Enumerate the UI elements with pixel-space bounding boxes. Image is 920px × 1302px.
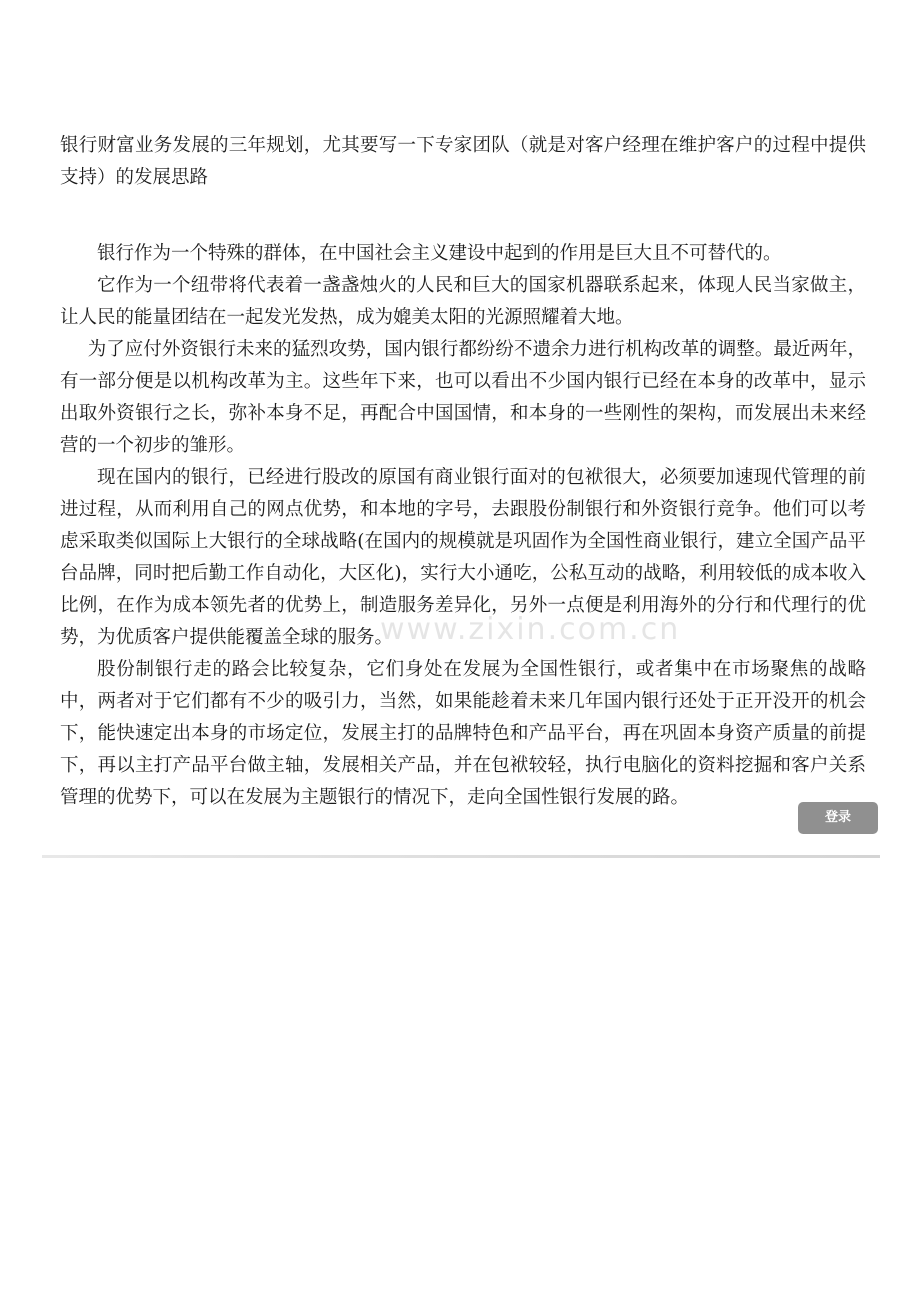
document-body bbox=[60, 130, 866, 814]
paragraph-1: 银行作为一个特殊的群体，在中国社会主义建设中起到的作用是巨大且不可替代的。 bbox=[97, 243, 782, 264]
paragraph-5: 股份制银行走的路会比较复杂，它们身处在发展为全国性银行，或者集中在市场聚焦的战略中，两者对于它们都有不少的吸引力，当然，如果能趁着未来几年国内银行还处于正开没开的机会下，能快速定出本身的市场定位，发展主打的品牌特色和产品平台，再在巩固本身资产质量的前提下，再以主打产品平台做主轴，发展相关产品，并在包袱较轻，执行电脑化的资料挖掘和客户关系管理的优势下，可以在发展为主题银行的情况下，走向全国性银行发展的路。 bbox=[60, 659, 866, 808]
watermark: www.zixin.com.cn bbox=[380, 612, 681, 647]
document-title: 银行财富业务发展的三年规划，尤其要写一下专家团队（就是对客户经理在维护客户的过程中提供支持）的发展思路 bbox=[60, 135, 866, 188]
login-button[interactable]: 登录 bbox=[798, 802, 878, 834]
paragraph-4: 现在国内的银行，已经进行股改的原国有商业银行面对的包袱很大，必须要加速现代管理的前进过程，从而利用自己的网点优势，和本地的字号，去跟股份制银行和外资银行竞争。他们可以考虑采取类似国际上大银行的全球战略(在国内的规模就是巩固作为全国性商业银行，建立全国产品平台品牌，同时把后勤工作自动化，大区化)，实行大小通吃，公私互动的战略，利用较低的成本收入比例，在作为成本领先者的优势上，制造服务差异化，另外一点便是利用海外的分行和代理行的优势，为优质客户提供能覆盖全球的服务。 bbox=[60, 467, 866, 648]
content-divider bbox=[42, 855, 880, 858]
paragraph-3: 为了应付外资银行未来的猛烈攻势，国内银行都纷纷不遗余力进行机构改革的调整。最近两年，有一部分便是以机构改革为主。这些年下来，也可以看出不少国内银行已经在本身的改革中，显示出取外资银行之长，弥补本身不足，再配合中国国情，和本身的一些刚性的架构，而发展出未来经营的一个初步的雏形。 bbox=[60, 339, 866, 456]
paragraph-2: 它作为一个纽带将代表着一盏盏烛火的人民和巨大的国家机器联系起来，体现人民当家做主，让人民的能量团结在一起发光发热，成为媲美太阳的光源照耀着大地。 bbox=[60, 275, 866, 328]
